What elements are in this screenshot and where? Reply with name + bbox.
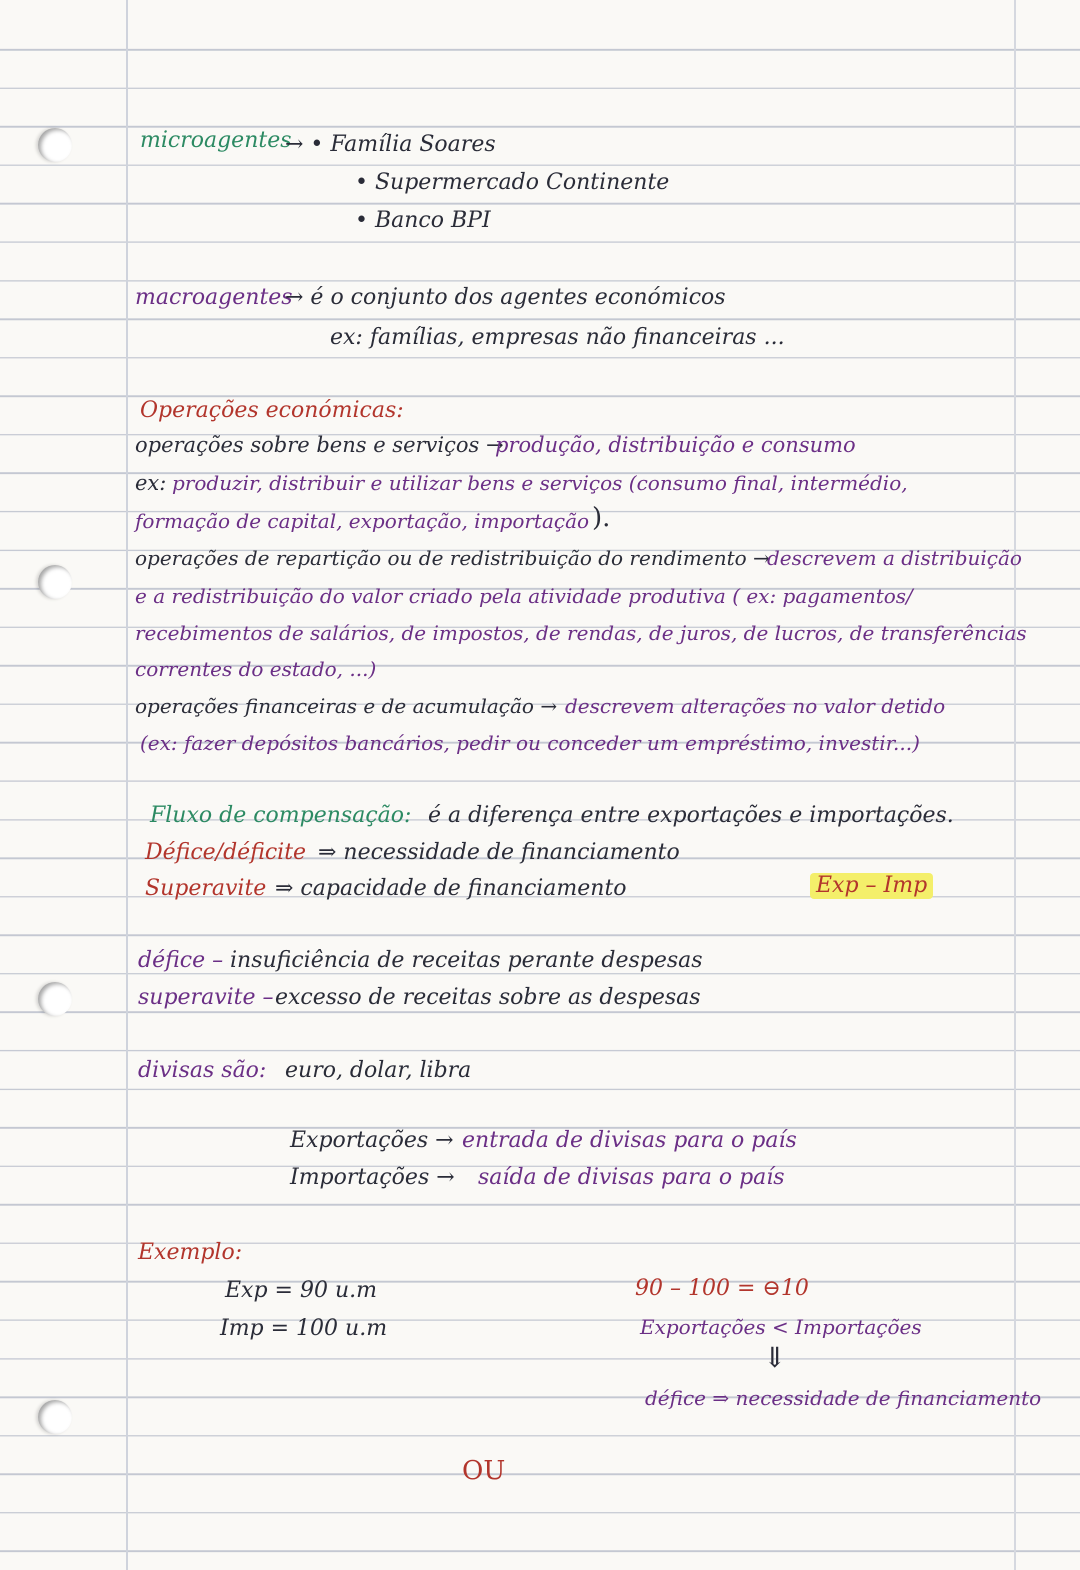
- ops3-value: descrevem alterações no valor detido: [565, 694, 946, 718]
- defice2-label: défice –: [138, 948, 224, 973]
- ops1-ex-cont: formação de capital, exportação, importação: [135, 509, 590, 533]
- binder-hole: [38, 128, 72, 162]
- superavit2-definition: excesso de receitas sobre as despesas: [275, 985, 701, 1010]
- ops3-example: (ex: fazer depósitos bancários, pedir ou conceder um empréstimo, investir...): [140, 731, 920, 755]
- example-exp: Exp = 90 u.m: [225, 1278, 377, 1303]
- defice-meaning: ⇒ necessidade de financiamento: [318, 840, 680, 865]
- ops1-ex-text: produzir, distribuir e utilizar bens e serviços (consumo final, intermédio,: [172, 471, 908, 495]
- example-result: défice ⇒ necessidade de financiamento: [645, 1386, 1042, 1410]
- divisas-label: divisas são:: [138, 1058, 267, 1083]
- exportacoes-label: Exportações →: [290, 1128, 454, 1153]
- fluxo-label: Fluxo de compensação:: [150, 803, 412, 828]
- superavit2-label: superavite –: [138, 985, 274, 1010]
- ops2-line-4: correntes do estado, ...): [135, 657, 377, 681]
- ops1-ex-label: ex:: [135, 471, 167, 495]
- importacoes-meaning: saída de divisas para o país: [478, 1165, 785, 1190]
- ops3-label: operações financeiras e de acumulação →: [135, 694, 558, 718]
- example-imp: Imp = 100 u.m: [220, 1316, 388, 1341]
- micro-item-3: • Banco BPI: [355, 208, 491, 233]
- example-compare: Exportações < Importações: [640, 1315, 922, 1339]
- micro-item-2: • Supermercado Continente: [355, 170, 670, 195]
- ops1-ex-close: ).: [592, 503, 611, 533]
- ops1-value: produção, distribuição e consumo: [495, 433, 856, 457]
- ops1-label: operações sobre bens e serviços →: [135, 433, 504, 457]
- right-margin-line: [1014, 0, 1016, 1570]
- ou-label: OU: [462, 1456, 506, 1486]
- macro-label: macroagentes: [135, 285, 293, 310]
- exportacoes-meaning: entrada de divisas para o país: [462, 1128, 797, 1153]
- formula-highlight: Exp – Imp: [810, 873, 933, 899]
- defice-label: Défice/déficite: [145, 840, 307, 865]
- left-margin-line: [126, 0, 128, 1570]
- defice2-definition: insuficiência de receitas perante despesas: [230, 948, 703, 973]
- down-arrow-icon: ⇓: [763, 1341, 787, 1374]
- binder-hole: [38, 565, 72, 599]
- macro-example: ex: famílias, empresas não financeiras ...: [330, 325, 785, 350]
- example-calc: 90 – 100 = ⊖10: [635, 1276, 809, 1301]
- fluxo-definition: é a diferença entre exportações e importações.: [428, 803, 954, 828]
- micro-label: microagentes: [140, 128, 292, 153]
- ops2-label: operações de repartição ou de redistribuição do rendimento →: [135, 546, 770, 570]
- superavit-meaning: ⇒ capacidade de financiamento: [275, 876, 627, 901]
- ops2-value: descrevem a distribuição: [767, 546, 1022, 570]
- ops2-line-2: e a redistribuição do valor criado pela atividade produtiva ( ex: pagamentos/: [135, 584, 913, 608]
- macro-definition: → é o conjunto dos agentes económicos: [285, 285, 726, 310]
- exemplo-title: Exemplo:: [138, 1240, 243, 1265]
- importacoes-label: Importações →: [290, 1165, 455, 1190]
- binder-hole: [38, 982, 72, 1016]
- ops2-line-3: recebimentos de salários, de impostos, de rendas, de juros, de lucros, de transferências: [135, 621, 1027, 645]
- superavit-label: Superavite: [145, 876, 267, 901]
- divisas-list: euro, dolar, libra: [285, 1058, 472, 1083]
- binder-hole: [38, 1400, 72, 1434]
- ops-title: Operações económicas:: [140, 398, 404, 423]
- micro-item-1: → • Família Soares: [285, 132, 496, 157]
